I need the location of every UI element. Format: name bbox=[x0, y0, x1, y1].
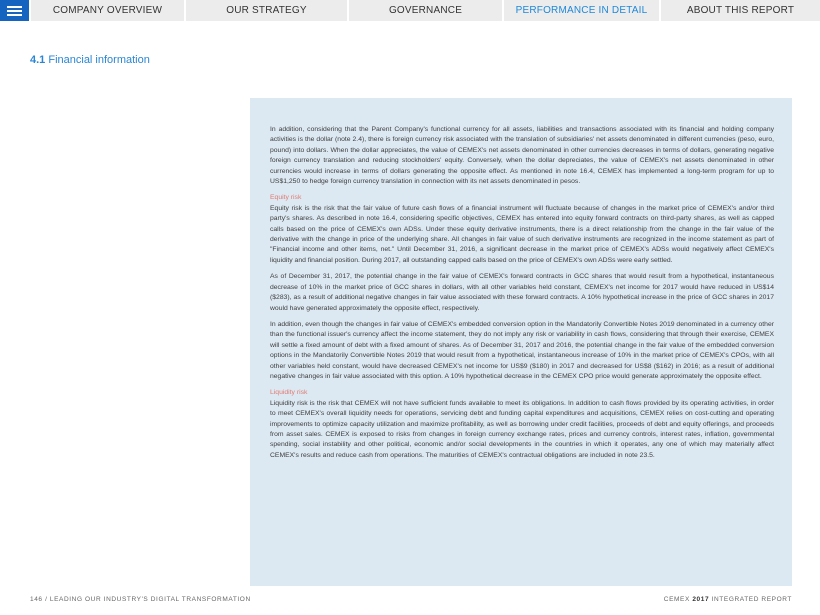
tab-our-strategy[interactable]: OUR STRATEGY bbox=[184, 0, 347, 21]
tab-about-this-report[interactable]: ABOUT THIS REPORT bbox=[659, 0, 820, 21]
heading-equity-risk: Equity risk bbox=[270, 194, 302, 202]
top-navigation bbox=[0, 0, 820, 21]
section-title-text: Financial information bbox=[48, 54, 150, 66]
section-number: 4.1 bbox=[30, 54, 46, 66]
paragraph-gcc-forwards: As of December 31, 2017, the potential change in the fair value of CEMEX's forward contracts in GCC shares that would result from a hypothetical, instantaneous decrease of 10% in the market price of GCC shares in dollars, with all other variables held constant, CEMEX's net income for 2017 would have reduced in US$14 ($283), as a result of additional negative changes in fair value associated with these forward contracts. A 10% hypothetical increase in the price of GCC shares in 2017 would have generated approximately the opposite effect, respectively. bbox=[270, 273, 774, 312]
footer-separator: / bbox=[45, 596, 48, 603]
document-body bbox=[270, 125, 774, 467]
footer-report-name: INTEGRATED REPORT bbox=[711, 596, 792, 603]
footer-brand: CEMEX bbox=[663, 596, 690, 603]
heading-liquidity-risk: Liquidity risk bbox=[270, 389, 308, 397]
footer-left-text: LEADING OUR INDUSTRY'S DIGITAL TRANSFORMATION bbox=[49, 596, 251, 603]
page-number: 146 bbox=[30, 596, 43, 603]
paragraph-convertible-notes: In addition, even though the changes in fair value of CEMEX's embedded conversion option in the Mandatorily Convertible Notes 2019 denominated in a currency other than the functional issuer's currency affect the income statement, they do not imply any risk or variability in cash flows, considering that through their exercise, CEMEX will settle a fixed amount of debt with a fixed amount of shares. As of December 31, 2017 and 2016, the potential change in the fair value of the embedded conversion options in the Mandatorily Convertible Notes 2019 that would result from a hypothetical, instantaneous increase of 10% in the market price of CEMEX's CPOs, with all other variables held constant, would have decreased CEMEX's net income for US$9 ($180) in 2017 and decreased for US$8 ($162) in 2016; as a result of additional negative changes in fair value associated with this option. A 10% hypothetical decrease in the CEMEX CPO price would generate approximately the opposite effect. bbox=[270, 320, 774, 380]
tab-governance[interactable]: GOVERNANCE bbox=[347, 0, 502, 21]
paragraph-currency-risk: In addition, considering that the Parent Company's functional currency for all assets, liabilities and transactions associated with its financial and holding company activities is the dollar (note 2.4), there is foreign currency risk associated with the translation of subsidiaries' net assets denominated in different currencies (peso, euro, pound) into dollars. When the dollar appreciates, the value of CEMEX's net assets denominated in other currencies decreases in terms of dollars, generating negative foreign currency translation and reducing stockholders' equity. Conversely, when the dollar depreciates, the value of CEMEX's net assets denominated in other currencies would increase in terms of dollars generating the opposite effect. As mentioned in note 16.4, CEMEX has implemented a long-term program for up to US$1,250 to hedge foreign currency translation in connection with its net assets denominated in pesos. bbox=[270, 126, 774, 186]
hamburger-menu-icon[interactable] bbox=[0, 0, 29, 21]
footer-left bbox=[30, 596, 251, 603]
section-title bbox=[30, 54, 150, 66]
footer-year: 2017 bbox=[692, 596, 710, 603]
paragraph-liquidity-risk: Liquidity risk is the risk that CEMEX will not have sufficient funds available to meet its obligations. In addition to cash flows provided by its operating activities, in order to meet CEMEX's overall liquidity needs for operations, servicing debt and funding capital expenditures and acquisitions, CEMEX relies on cost-cutting and operating improvements to optimize capacity utilization and maximize profitability, as well as borrowing under credit facilities, proceeds of debt and equity offerings, and proceeds from asset sales. CEMEX is exposed to risks from changes in foreign currency exchange rates, prices and currency controls, interest rates, inflation, governmental spending, social instability and other political, economic and/or social developments in the countries in which it operates, any one of which may materially affect CEMEX's results and reduce cash from operations. The maturities of CEMEX's contractual obligations are included in note 23.5. bbox=[270, 399, 774, 459]
paragraph-equity-risk: Equity risk is the risk that the fair value of future cash flows of a financial instrument will fluctuate because of changes in the market price of CEMEX's and/or third party's shares. As described in note 16.4, considering specific objectives, CEMEX has entered into equity forward contracts on third-party shares, as well as capped calls based on the price of CEMEX's own ADSs. Under these equity derivative instruments, there is a direct relationship from the change in the fair value of the derivative with the change in price of the underlying share. All changes in fair value of such derivative instruments are recognized in the income statement as part of "Financial income and other items, net." Until December 31, 2016, a significant decrease in the market price of CEMEX's ADSs would negatively affect CEMEX's liquidity and financial position. During 2017, all outstanding capped calls based on the price of CEMEX's own ADSs were early settled. bbox=[270, 204, 774, 264]
tab-performance-in-detail[interactable]: PERFORMANCE IN DETAIL bbox=[502, 0, 659, 21]
tab-company-overview[interactable]: COMPANY OVERVIEW bbox=[29, 0, 184, 21]
footer-right bbox=[664, 596, 792, 603]
